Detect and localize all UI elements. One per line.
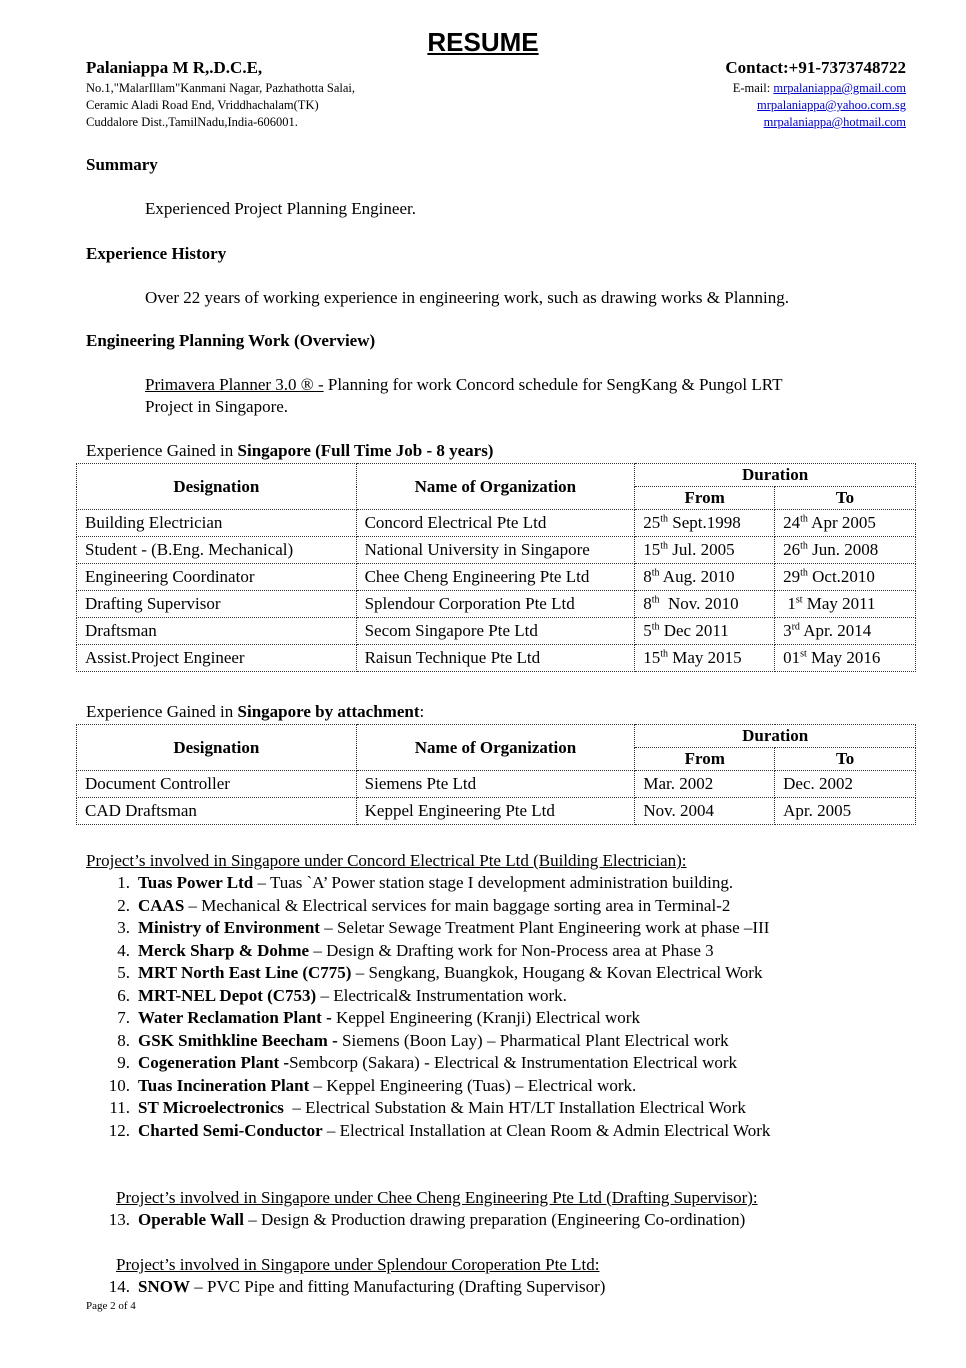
splendour-projects-list [86, 1276, 605, 1299]
to-day: 1 [783, 594, 796, 613]
caption-bold: Singapore (Full Time Job - 8 years) [237, 441, 494, 460]
designation-cell: Building Electrician [77, 510, 357, 537]
email-link-yahoo[interactable]: mrpalaniappa@yahoo.com.sg [757, 98, 906, 112]
designation-header: Designation [77, 464, 357, 510]
to-cell [775, 510, 916, 537]
project-number: 9. [117, 1053, 130, 1072]
project-description: – Sengkang, Buangkok, Hougang & Kovan Electrical Work [351, 963, 763, 982]
table-row [77, 591, 916, 618]
to-cell: Dec. 2002 [775, 771, 916, 798]
from-ordinal: th [651, 594, 660, 606]
project-name: Merck Sharp & Dohme [138, 940, 310, 960]
to-ordinal: rd [791, 621, 800, 633]
candidate-name: Palaniappa M R,.D.C.E, [86, 58, 263, 77]
project-number: 2. [117, 895, 130, 915]
table-row [77, 771, 916, 798]
from-cell: Nov. 2004 [635, 798, 775, 825]
to-header: To [775, 487, 916, 510]
project-name: GSK Smithkline Beecham - [138, 1030, 338, 1050]
address-line: No.1,"MalarIllam"Kanmani Nagar, Pazhathotta Salai, [86, 81, 355, 95]
to-day: 3 [783, 621, 792, 640]
from-month-year: Nov. 2010 [659, 594, 739, 613]
organization-cell: Chee Cheng Engineering Pte Ltd [356, 564, 635, 591]
caption-bold: Singapore by attachment [237, 702, 420, 721]
primavera-label: Primavera Planner 3.0 ® - [145, 375, 324, 394]
caption-suffix: : [419, 702, 425, 721]
organization-cell: Concord Electrical Pte Ltd [356, 510, 635, 537]
project-name: ST Microelectronics [138, 1098, 284, 1117]
designation-header: Designation [77, 725, 357, 771]
table-row [77, 798, 916, 825]
to-month-year: May 2011 [802, 594, 876, 613]
to-cell [775, 537, 916, 564]
from-month-year: May 2015 [667, 648, 742, 667]
contact-phone: Contact:+91-7373748722 [725, 58, 906, 77]
organization-cell: Siemens Pte Ltd [356, 771, 635, 798]
from-day: 15 [643, 648, 661, 667]
project-description: – Electrical Installation at Clean Room & Admin Electrical Work [322, 1120, 771, 1140]
from-ordinal: th [651, 621, 660, 633]
table-row [77, 510, 916, 537]
fulltime-caption [86, 440, 493, 462]
project-description: – Electrical& Instrumentation work. [316, 985, 567, 1005]
project-item [86, 917, 770, 940]
caption-prefix: Experience Gained in [86, 702, 238, 721]
project-item [86, 1030, 770, 1053]
project-name: Ministry of Environment [138, 918, 320, 937]
project-number: 10. [108, 1075, 130, 1095]
duration-header: Duration [635, 464, 916, 487]
caption-prefix: Experience Gained in [86, 441, 238, 460]
email-link-hotmail[interactable]: mrpalaniappa@hotmail.com [763, 115, 906, 129]
to-cell [775, 591, 916, 618]
summary-heading: Summary [86, 155, 158, 174]
table-row [77, 537, 916, 564]
chee-cheng-projects-list [86, 1209, 745, 1232]
from-ordinal: th [660, 513, 668, 525]
organization-header: Name of Organization [356, 464, 635, 510]
to-header: To [775, 748, 916, 771]
address-line: Cuddalore Dist.,TamilNadu,India-606001. [86, 115, 298, 129]
from-month-year: Sept.1998 [667, 513, 741, 532]
project-name: Tuas Power Ltd [138, 873, 254, 892]
from-header: From [635, 748, 775, 771]
to-month-year: May 2016 [806, 648, 881, 667]
project-item [86, 1007, 770, 1030]
table-row [77, 618, 916, 645]
from-day: 8 [643, 594, 652, 613]
organization-cell: Splendour Corporation Pte Ltd [356, 591, 635, 618]
from-header: From [635, 487, 775, 510]
project-item [86, 940, 770, 963]
splendour-projects-heading: Project’s involved in Singapore under Splendour Coroperation Pte Ltd: [116, 1255, 600, 1274]
project-description: – Electrical Substation & Main HT/LT Installation Electrical Work [283, 1098, 746, 1117]
to-ordinal: st [795, 594, 803, 606]
address-block [86, 80, 355, 131]
project-description: – Keppel Engineering (Tuas) – Electrical work. [309, 1075, 637, 1095]
project-description: – Seletar Sewage Treatment Plant Engineering work at phase –III [319, 918, 770, 937]
from-ordinal: th [660, 540, 668, 552]
project-number: 11. [109, 1098, 130, 1117]
organization-cell: Keppel Engineering Pte Ltd [356, 798, 635, 825]
designation-cell: Engineering Coordinator [77, 564, 357, 591]
from-cell [635, 537, 775, 564]
chee-cheng-projects-heading: Project’s involved in Singapore under Chee Cheng Engineering Pte Ltd (Drafting Supervisor): [116, 1188, 758, 1207]
to-day: 26 [783, 540, 801, 559]
project-item [86, 985, 770, 1008]
resume-title: RESUME [427, 27, 539, 57]
from-cell [635, 645, 775, 672]
project-item [86, 872, 770, 895]
project-name: Water Reclamation Plant - [138, 1008, 332, 1027]
project-name: Tuas Incineration Plant [138, 1075, 310, 1095]
from-ordinal: th [651, 567, 660, 579]
to-month-year: Jun. 2008 [807, 540, 879, 559]
project-number: 3. [117, 918, 130, 937]
designation-cell: Document Controller [77, 771, 357, 798]
project-number: 1. [117, 873, 130, 892]
to-month-year: Apr 2005 [807, 513, 876, 532]
project-name: CAAS [138, 895, 185, 915]
project-description: – Design & Production drawing preparation (Engineering Co-ordination) [243, 1210, 746, 1229]
project-item [86, 1276, 605, 1299]
summary-text: Experienced Project Planning Engineer. [145, 199, 416, 218]
from-cell [635, 510, 775, 537]
address-line: Ceramic Aladi Road End, Vriddhachalam(TK) [86, 98, 319, 112]
project-description: – Design & Drafting work for Non-Process area at Phase 3 [309, 940, 714, 960]
project-number: 14. [108, 1277, 130, 1296]
duration-header: Duration [635, 725, 916, 748]
to-month-year: Apr. 2014 [799, 621, 872, 640]
project-name: Operable Wall [138, 1210, 244, 1229]
project-description: – Mechanical & Electrical services for main baggage sorting area in Terminal-2 [184, 895, 731, 915]
from-month-year: Dec 2011 [659, 621, 729, 640]
project-number: 12. [108, 1120, 130, 1140]
from-cell [635, 591, 775, 618]
project-item [86, 962, 770, 985]
to-cell [775, 564, 916, 591]
from-cell: Mar. 2002 [635, 771, 775, 798]
to-ordinal: st [800, 648, 807, 660]
email-link-gmail[interactable]: mrpalaniappa@gmail.com [773, 81, 906, 95]
project-item [86, 895, 770, 918]
from-ordinal: th [660, 648, 668, 660]
to-cell [775, 618, 916, 645]
project-item [86, 1097, 770, 1120]
organization-cell: National University in Singapore [356, 537, 635, 564]
fulltime-table [76, 463, 916, 672]
designation-cell: Assist.Project Engineer [77, 645, 357, 672]
to-cell [775, 645, 916, 672]
from-day: 25 [643, 513, 661, 532]
from-cell [635, 564, 775, 591]
project-number: 5. [117, 963, 130, 982]
project-number: 4. [117, 940, 130, 960]
from-day: 5 [643, 621, 652, 640]
concord-projects-list [86, 872, 770, 1142]
project-name: MRT-NEL Depot (C753) [138, 985, 317, 1005]
organization-header: Name of Organization [356, 725, 635, 771]
designation-cell: Student - (B.Eng. Mechanical) [77, 537, 357, 564]
to-day: 01 [783, 648, 801, 667]
to-day: 29 [783, 567, 801, 586]
to-ordinal: th [800, 513, 808, 525]
organization-cell: Raisun Technique Pte Ltd [356, 645, 635, 672]
project-name: Cogeneration Plant - [138, 1053, 290, 1072]
project-name: Charted Semi-Conductor [138, 1120, 323, 1140]
to-ordinal: th [800, 567, 808, 579]
designation-cell: Drafting Supervisor [77, 591, 357, 618]
planning-overview-text [145, 374, 905, 418]
experience-history-text: Over 22 years of working experience in engineering work, such as drawing works & Planning. [145, 288, 789, 307]
to-day: 24 [783, 513, 801, 532]
project-number: 8. [117, 1030, 130, 1050]
from-month-year: Jul. 2005 [667, 540, 735, 559]
from-month-year: Aug. 2010 [659, 567, 735, 586]
project-item [86, 1075, 770, 1098]
project-name: SNOW [138, 1277, 190, 1296]
planning-overview-heading: Engineering Planning Work (Overview) [86, 331, 376, 350]
attachment-caption [86, 701, 424, 723]
planning-text-line1: Planning for work Concord schedule for SengKang & Pungol LRT [323, 375, 783, 394]
from-day: 8 [643, 567, 652, 586]
concord-projects-heading: Project’s involved in Singapore under Concord Electrical Pte Ltd (Building Electrician): [86, 851, 687, 870]
project-description: Keppel Engineering (Kranji) Electrical work [331, 1008, 640, 1027]
project-description: Siemens (Boon Lay) – Pharmatical Plant Electrical work [337, 1030, 729, 1050]
project-description: – Tuas `A’ Power station stage I development administration building. [253, 873, 734, 892]
from-cell [635, 618, 775, 645]
project-item [86, 1209, 745, 1232]
to-month-year: Oct.2010 [807, 567, 875, 586]
project-number: 7. [117, 1008, 130, 1027]
to-cell: Apr. 2005 [775, 798, 916, 825]
designation-cell: CAD Draftsman [77, 798, 357, 825]
table-row [77, 564, 916, 591]
project-number: 13. [108, 1210, 130, 1229]
attachment-table [76, 724, 916, 825]
project-description: Sembcorp (Sakara) - Electrical & Instrumentation Electrical work [289, 1053, 738, 1072]
project-name: MRT North East Line (C775) [138, 963, 352, 982]
project-number: 6. [117, 985, 130, 1005]
project-item [86, 1052, 770, 1075]
email-block [733, 80, 906, 131]
from-day: 15 [643, 540, 661, 559]
to-ordinal: th [800, 540, 808, 552]
project-description: – PVC Pipe and fitting Manufacturing (Drafting Supervisor) [189, 1277, 606, 1296]
planning-text-line2: Project in Singapore. [145, 397, 289, 416]
table-row [77, 645, 916, 672]
organization-cell: Secom Singapore Pte Ltd [356, 618, 635, 645]
project-item [86, 1120, 770, 1143]
designation-cell: Draftsman [77, 618, 357, 645]
experience-history-heading: Experience History [86, 244, 227, 263]
page-number: Page 2 of 4 [86, 1300, 136, 1312]
email-label: E-mail: [732, 81, 774, 95]
